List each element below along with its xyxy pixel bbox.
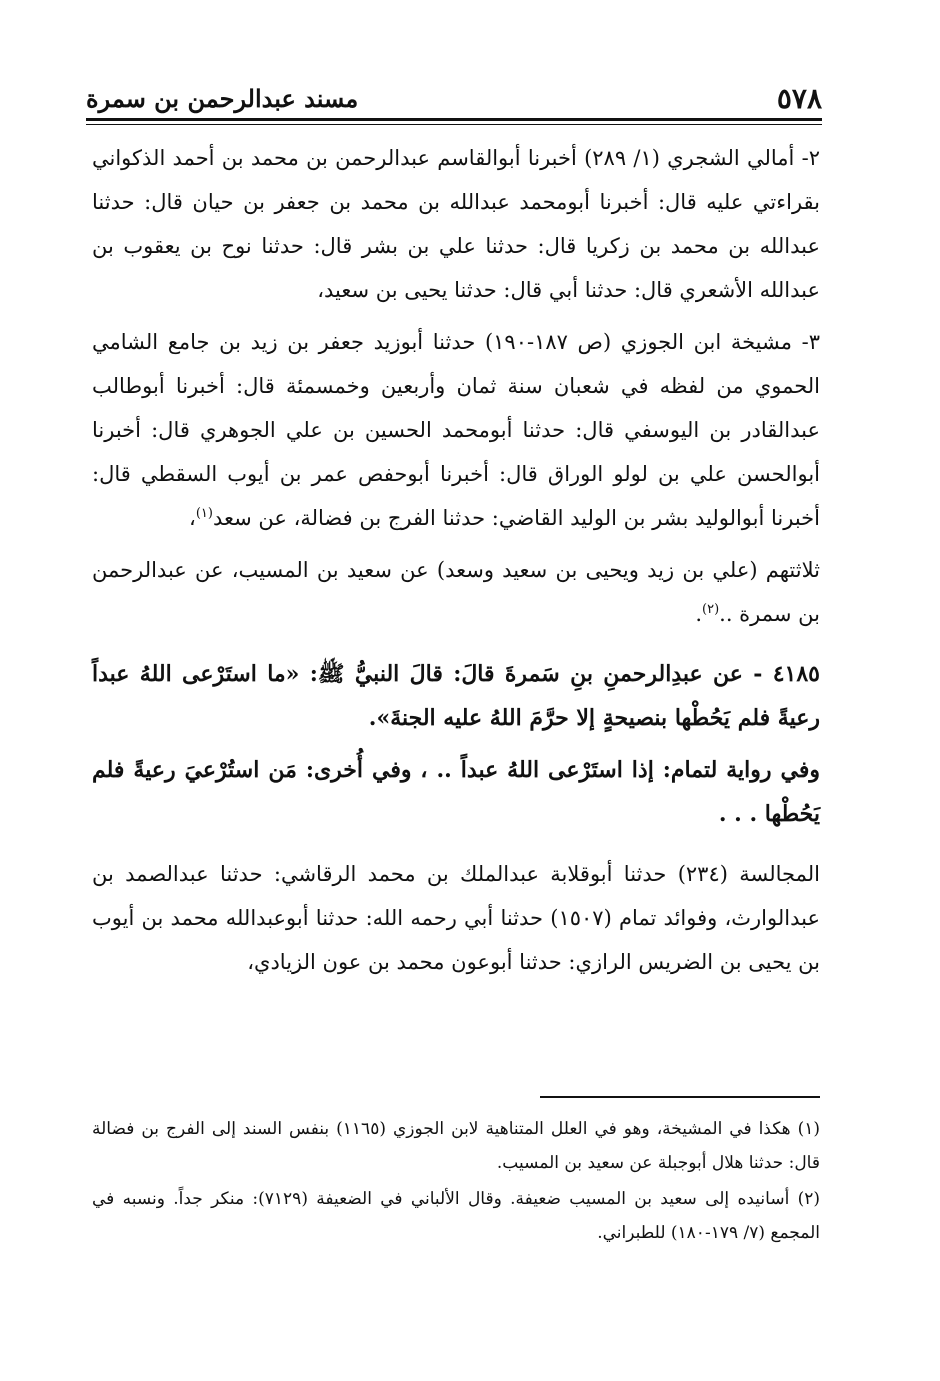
hadith-4185: ٤١٨٥ - عن عبدِالرحمنِ بنِ سَمرةَ قالَ: قالَ النبيُّ ﷺ: «ما استَرْعى اللهُ عبداً رعيةً فلم يَحُطْها بنصيحةٍ إلا حرَّمَ اللهُ عليه الجنةَ». (92, 661, 820, 731)
footnote-divider (540, 1096, 820, 1098)
paragraph-mujalasa: المجالسة (٢٣٤) حدثنا أبوقلابة عبدالملك بن محمد الرقاشي: حدثنا عبدالصمد بن عبدالوارث، وفوائد تمام (١٥٠٧) حدثنا أبي رحمه الله: حدثنا أبوعبدالله محمد بن أيوب بن يحيى بن الضريس الرازي: حدثنا أبوعون محمد بن عون الزيادي، (92, 862, 820, 974)
paragraph-mashyakha (92, 320, 820, 540)
footnote-ref-1-punct: ، (189, 506, 196, 530)
paragraph-mashyakha-text: ٣- مشيخة ابن الجوزي (ص ١٨٧-١٩٠) حدثنا أبوزيد جعفر بن زيد بن جامع الشامي الحموي من لفظه في شعبان سنة ثمان وأربعين وخمسمئة قال: أخبرنا أبوطالب عبدالقادر بن اليوسفي قال: حدثنا أبومحمد الحسين بن علي الجوهري قال: أخبرنا أبوالحسن علي بن لولو الوراق قال: أخبرنا أبوحفص عمر بن أيوب السقطي قال: أخبرنا أبوالوليد بشر بن الوليد القاضي: حدثنا الفرج بن فضالة، عن سعد (92, 330, 820, 530)
footnote-2: (٢) أسانيده إلى سعيد بن المسيب ضعيفة. وقال الألباني في الضعيفة (٧١٢٩): منكر جداً. ونسبه في المجمع (٧/ ١٧٩-١٨٠) للطبراني. (92, 1189, 821, 1243)
paragraph-shajari: ٢- أمالي الشجري (١/ ٢٨٩) أخبرنا أبوالقاسم عبدالرحمن بن محمد بن أحمد الذكواني بقراءتي عليه قال: أخبرنا أبومحمد عبدالله بن محمد بن جعفر بن حيان قال: حدثنا عبدالله بن محمد بن زكريا قال: حدثنا علي بن بشر قال: حدثنا نوح بن يعقوب بن عبدالله الأشعري قال: حدثنا أبي قال: حدثنا يحيى بن سعيد، (92, 146, 820, 302)
footnote-ref-2-punct: . (695, 602, 702, 626)
page-header (86, 78, 822, 118)
paragraph-thalathatuhum (92, 548, 820, 636)
footnote-ref-1: (١) (195, 506, 213, 521)
hadith-variant: وفي رواية لتمام: إذا استَرْعى اللهُ عبداً .. ، وفي أُخرى: مَن استُرْعيَ رعيةً فلم يَحُطْها . . . (92, 757, 820, 827)
footnotes (92, 1112, 820, 1252)
footnote-ref-2: (٢) (702, 602, 720, 617)
page-number: ٥٧٨ (776, 81, 822, 115)
header-rule-thick (86, 118, 822, 121)
header-rule-thin (86, 124, 822, 125)
main-text (92, 136, 820, 992)
footnote-1: (١) هكذا في المشيخة، وهو في العلل المتناهية لابن الجوزي (١١٦٥) بنفس السند إلى الفرج بن فضالة قال: حدثنا هلال أبوجبلة عن سعيد بن المسيب. (92, 1119, 820, 1173)
paragraph-thalathatuhum-text: ثلاثتهم (علي بن زيد ويحيى بن سعيد وسعد) عن سعيد بن المسيب، عن عبدالرحمن بن سمرة .. (92, 558, 820, 626)
running-title: مسند عبدالرحمن بن سمرة (86, 83, 359, 113)
